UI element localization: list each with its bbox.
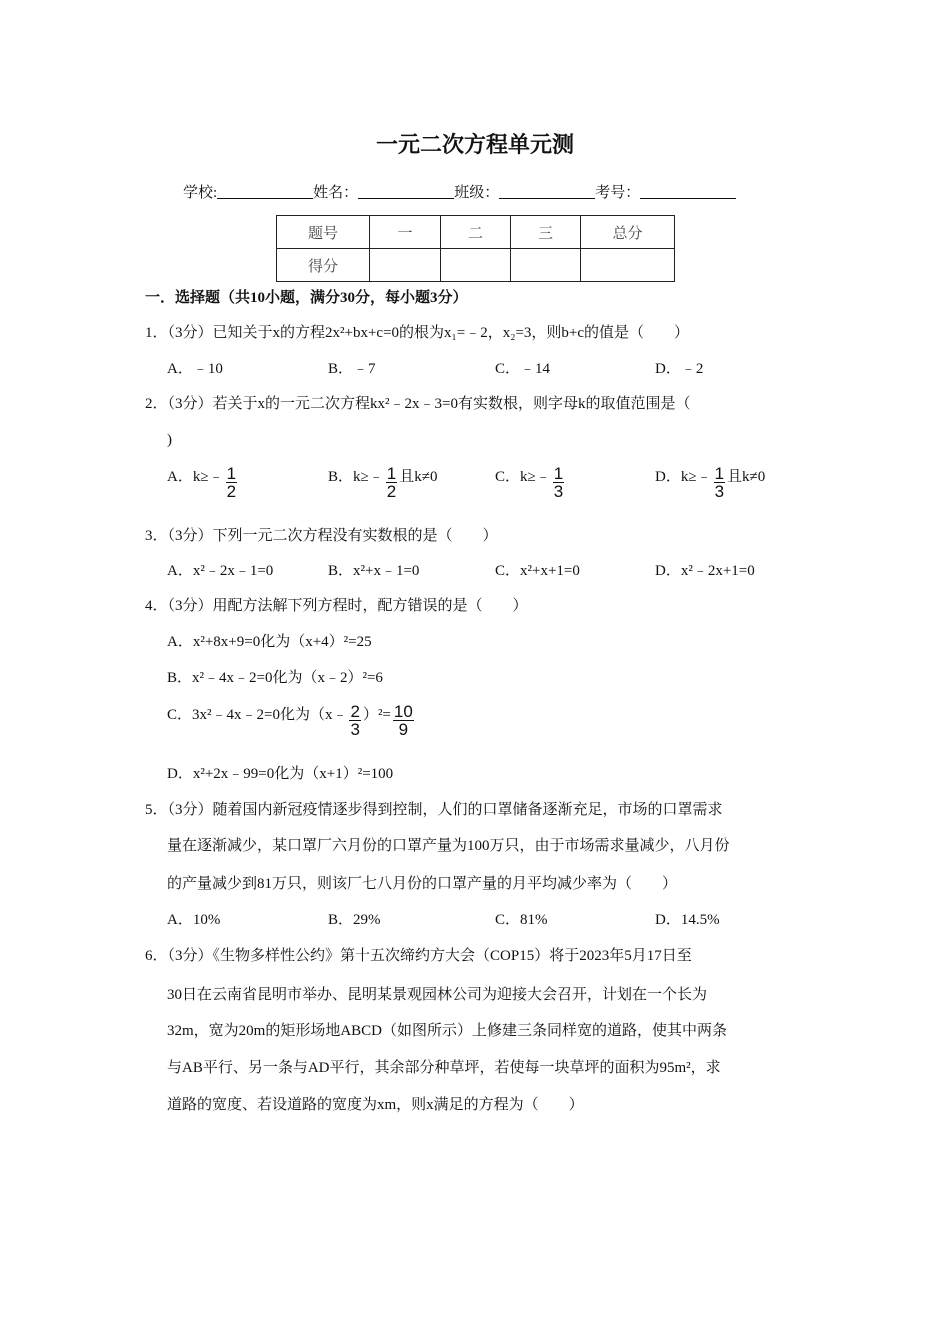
question-text-cont: 量在逐渐减少，某口罩厂六月份的口罩产量为100万只，由于市场需求量减少，八月份 [167,838,730,854]
denominator: 2 [386,482,397,501]
option-c[interactable] [167,703,416,738]
option-text: D．k≥﹣ [655,469,712,485]
option-c[interactable] [495,465,566,500]
numerator: 1 [226,464,237,483]
row-label: 得分 [277,249,370,282]
question-number: 2． [145,396,168,412]
option-text: C．3x²﹣4x﹣2=0化为（x﹣ [167,707,348,723]
question-1 [145,324,689,342]
question-text-cont: ) [167,432,172,448]
option-a[interactable]: A．x²+8x+9=0化为（x+4）²=25 [167,634,372,650]
header-cell: 题号 [277,216,370,249]
question-3 [145,527,498,545]
denominator: 2 [226,482,237,501]
option-d[interactable]: D．x²﹣2x+1=0 [655,563,755,579]
option-a[interactable] [167,465,239,500]
option-c[interactable]: C．x²+x+1=0 [495,563,580,579]
numerator: 2 [350,702,360,721]
fraction [386,465,397,500]
option-a[interactable]: A．x²﹣2x﹣1=0 [167,563,274,579]
fraction [714,465,725,500]
question-number: 5． [145,802,168,818]
option-text: 且k≠0 [727,469,766,485]
numerator: 1 [386,464,397,483]
score-table [276,215,675,282]
header-cell: 一 [370,216,441,249]
question-number: 1． [145,325,168,341]
header-cell: 总分 [581,216,675,249]
option-text: 且k≠0 [399,469,438,485]
header-cell: 二 [441,216,511,249]
option-c[interactable]: C．﹣14 [495,361,551,377]
fraction [553,465,564,500]
option-b[interactable] [328,465,437,500]
question-5 [145,801,723,819]
option-text: A．k≥﹣ [167,469,224,485]
question-text: （3分）《生物多样性公约》第十五次缔约方大会（COP15）将于2023年5月17日至 [167,948,692,964]
exam-no-field[interactable] [640,184,736,199]
option-b[interactable]: B．x²﹣4x﹣2=0化为（x﹣2）²=6 [167,670,383,686]
question-number: 6． [145,948,168,964]
question-text: （3分）用配方法解下列方程时，配方错误的是（ ） [167,598,528,614]
option-d[interactable]: D．14.5% [655,912,720,928]
page-title: 一元二次方程单元测 [375,133,574,158]
question-text: （3分）若关于x的一元二次方程kx²﹣2x﹣3=0有实数根，则字母k的取值范围是（ [167,396,691,412]
question-text-cont: 32m，宽为20m的矩形场地ABCD（如图所示）上修建三条同样宽的道路，使其中两条 [167,1023,728,1039]
option-d[interactable] [655,465,765,500]
option-text: ）²= [362,707,391,723]
student-info-line [183,184,736,202]
question-text: （3分）已知关于x的方程2x²+bx+c=0的根为x₁=﹣2，x₂=3，则b+c的值是（ ） [167,325,690,341]
header-cell: 三 [511,216,581,249]
denominator: 9 [398,720,409,739]
question-text-cont: 30日在云南省昆明市举办、昆明某景观园林公司为迎接大会召开，计划在一个长为 [167,987,708,1003]
score-cell[interactable] [441,249,511,282]
score-cell[interactable] [581,249,675,282]
fraction [226,465,237,500]
question-number: 4． [145,598,168,614]
option-text: B．k≥﹣ [328,469,384,485]
question-text-cont: 道路的宽度、若设道路的宽度为xm，则x满足的方程为（ ） [167,1097,584,1113]
question-text-cont: 与AB平行、另一条与AD平行，其余部分种草坪，若使每一块草坪的面积为95m²，求 [167,1060,721,1076]
fraction [393,703,414,738]
option-d[interactable]: D．﹣2 [655,361,704,377]
question-4 [145,597,528,615]
question-text: （3分）下列一元二次方程没有实数根的是（ ） [167,528,498,544]
option-c[interactable]: C．81% [495,912,548,928]
school-field[interactable] [217,184,313,199]
numerator: 10 [393,702,413,721]
question-6 [145,947,692,965]
school-label: 学校: [183,185,218,201]
class-field[interactable] [499,184,595,199]
option-b[interactable]: B．x²+x﹣1=0 [328,563,420,579]
numerator: 1 [714,464,725,483]
score-table-score-row [277,249,675,282]
name-label: 姓名： [313,185,359,201]
question-number: 3． [145,528,168,544]
question-text: （3分）随着国内新冠疫情逐步得到控制，人们的口罩储备逐渐充足，市场的口罩需求 [167,802,723,818]
denominator: 3 [714,482,725,501]
question-text-cont: 的产量减少到81万只，则该厂七八月份的口罩产量的月平均减少率为（ ） [167,876,678,892]
option-b[interactable]: B．﹣7 [328,361,376,377]
fraction [349,703,360,738]
option-a[interactable]: A．﹣10 [167,361,223,377]
score-cell[interactable] [370,249,441,282]
option-a[interactable]: A．10% [167,912,221,928]
section-heading: 一．选择题（共10小题，满分30分，每小题3分） [145,290,468,306]
option-d[interactable]: D．x²+2x﹣99=0化为（x+1）²=100 [167,766,394,782]
score-table-header-row [277,216,675,249]
denominator: 3 [553,482,564,501]
score-cell[interactable] [511,249,581,282]
denominator: 3 [350,720,360,739]
numerator: 1 [553,464,564,483]
question-2 [145,395,690,413]
exam-no-label: 考号： [595,185,641,201]
option-b[interactable]: B．29% [328,912,381,928]
class-label: 班级： [454,185,500,201]
option-text: C．k≥﹣ [495,469,551,485]
name-field[interactable] [358,184,454,199]
